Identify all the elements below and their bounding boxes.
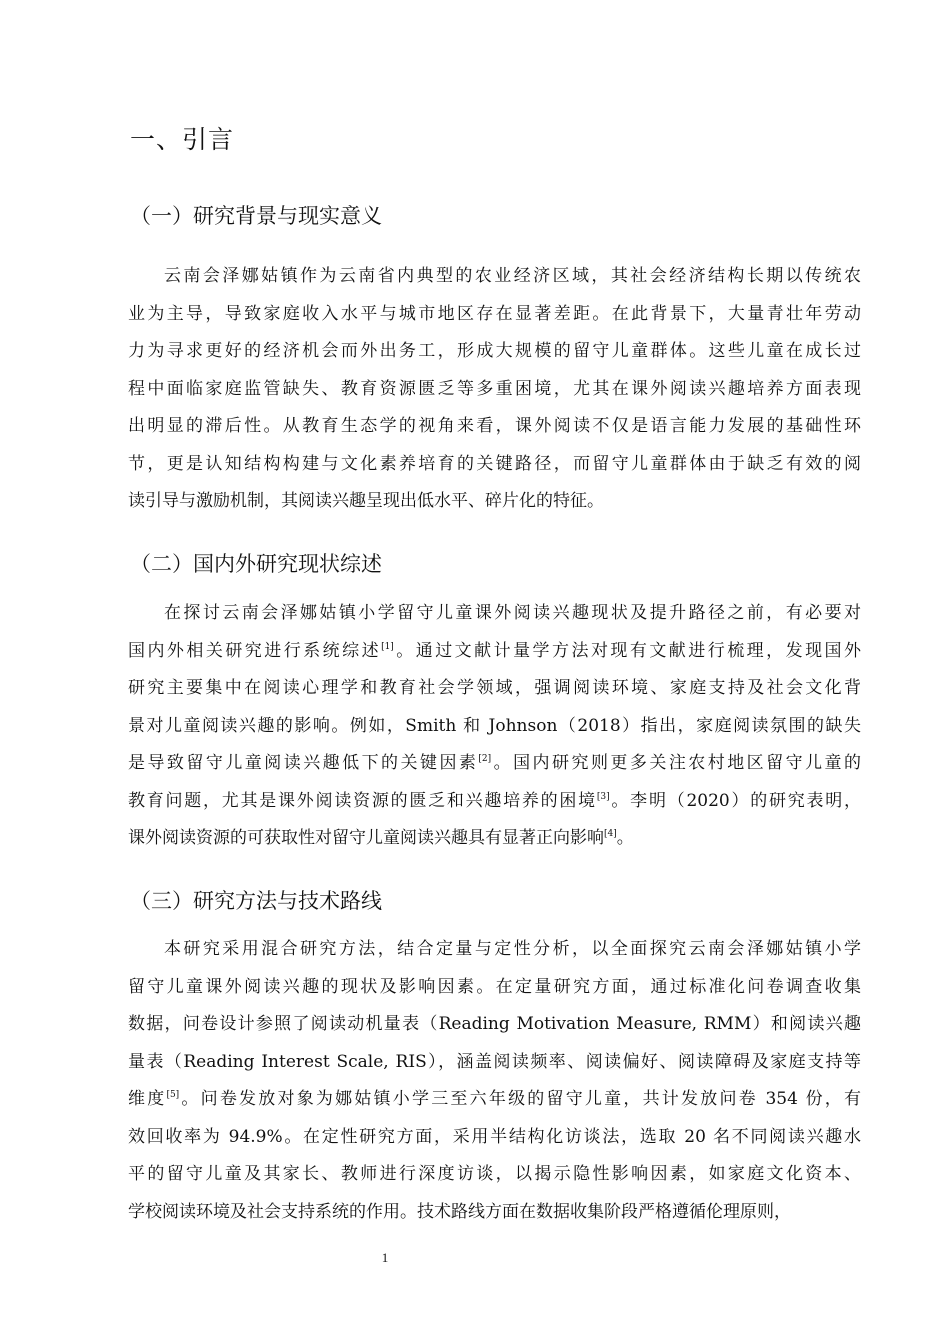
text-line	[128, 1006, 861, 1044]
text-run: 课外阅读资源的可获取性对留守儿童阅读兴趣具有显著正向影响	[128, 828, 604, 848]
text-line	[128, 931, 861, 969]
text-run: 出明显的滞后性。从教育生态学的视角来看，课外阅读不仅是语言能力发展的基础性环	[128, 416, 861, 436]
text-run: 学校阅读环境及社会支持系统的作用。技术路线方面在数据收集阶段严格遵循伦理原则，	[128, 1201, 791, 1222]
text-run: 平的留守儿童及其家长、教师进行深度访谈，以揭示隐性影响因素，如家庭文化资本、	[128, 1164, 861, 1184]
text-run: 景对儿童阅读兴趣的影响。例如，Smith 和 Johnson（2018）指出，家庭阅读氛围的缺失	[128, 715, 861, 736]
text-run: 研究主要集中在阅读心理学和教育社会学领域，强调阅读环境、家庭支持及社会文化背	[128, 678, 861, 698]
text-run: 在探讨云南会泽娜姑镇小学留守儿童课外阅读兴趣现状及提升路径之前，有必要对	[164, 603, 861, 623]
text-line	[128, 1119, 861, 1157]
section-body-3	[128, 931, 861, 1231]
citation-ref: [5]	[166, 1090, 180, 1100]
text-line	[128, 333, 861, 371]
text-line	[128, 969, 861, 1007]
citation-ref: [1]	[381, 641, 394, 652]
text-run: 业为主导，导致家庭收入水平与城市地区存在显著差距。在此背景下，大量青壮年劳动	[128, 303, 861, 324]
text-run: 国内外相关研究进行系统综述	[128, 640, 382, 661]
text-run: 读引导与激励机制，其阅读兴趣呈现出低水平、碎片化的特征。	[128, 491, 604, 511]
section-body-1	[128, 258, 861, 521]
text-run: 数据，问卷设计参照了阅读动机量表（Reading Motivation Measure, RMM）和阅读兴趣	[128, 1014, 861, 1034]
section-title-2: （二）国内外研究现状综述	[130, 552, 382, 576]
text-line	[128, 1081, 861, 1119]
section-title-1: （一）研究背景与现实意义	[130, 204, 382, 228]
text-line	[128, 633, 861, 671]
citation-ref: [4]	[604, 829, 617, 839]
text-run: 。通过文献计量学方法对现有文献进行梳理，发现国外	[393, 640, 862, 661]
section-body-2	[128, 595, 861, 858]
chapter-heading: 一、引言	[130, 125, 235, 154]
text-line	[128, 708, 861, 746]
citation-ref: [3]	[596, 791, 610, 802]
text-run: 。国内研究则更多关注农村地区留守儿童的	[491, 753, 862, 773]
text-line	[128, 820, 861, 858]
text-run: 力为寻求更好的经济机会而外出务工，形成大规模的留守儿童群体。这些儿童在成长过	[128, 341, 861, 361]
text-line	[128, 745, 861, 783]
text-run: 是导致留守儿童阅读兴趣低下的关键因素	[128, 753, 479, 773]
text-run: 留守儿童课外阅读兴趣的现状及影响因素。在定量研究方面，通过标准化问卷调查收集	[128, 976, 861, 997]
section-title-3: （三）研究方法与技术路线	[130, 889, 382, 913]
citation-ref: [2]	[478, 754, 492, 764]
text-line	[128, 258, 861, 296]
text-line	[128, 670, 861, 708]
text-line	[128, 296, 861, 334]
text-run: 云南会泽娜姑镇作为云南省内典型的农业经济区域，其社会经济结构长期以传统农	[164, 266, 861, 286]
text-line	[128, 1044, 861, 1082]
text-run: 本研究采用混合研究方法，结合定量与定性分析，以全面探究云南会泽娜姑镇小学	[164, 939, 861, 959]
text-line	[128, 371, 861, 409]
text-line	[128, 783, 861, 821]
text-line	[128, 1194, 861, 1232]
text-run: 效回收率为 94.9%。在定性研究方面，采用半结构化访谈法，选取 20 名不同阅读兴趣水	[128, 1126, 861, 1147]
text-run: 。	[616, 828, 634, 848]
text-line	[128, 483, 861, 521]
text-line	[128, 408, 861, 446]
text-run: 。李明（2020）的研究表明，	[609, 790, 862, 811]
text-run: 量表（Reading Interest Scale, RIS），涵盖阅读频率、阅读偏好、阅读障碍及家庭支持等	[128, 1051, 861, 1072]
text-line	[128, 1156, 861, 1194]
text-line	[128, 595, 861, 633]
text-run: 。问卷发放对象为娜姑镇小学三至六年级的留守儿童，共计发放问卷 354 份，有	[179, 1089, 861, 1109]
text-line	[128, 446, 861, 484]
text-run: 维度	[128, 1089, 167, 1109]
text-run: 程中面临家庭监管缺失、教育资源匮乏等多重困境，尤其在课外阅读兴趣培养方面表现	[128, 378, 861, 399]
page-number: 1	[381, 1250, 389, 1265]
text-run: 节，更是认知结构构建与文化素养培育的关键路径，而留守儿童群体由于缺乏有效的阅	[128, 453, 861, 474]
text-run: 教育问题，尤其是课外阅读资源的匮乏和兴趣培养的困境	[128, 790, 597, 811]
